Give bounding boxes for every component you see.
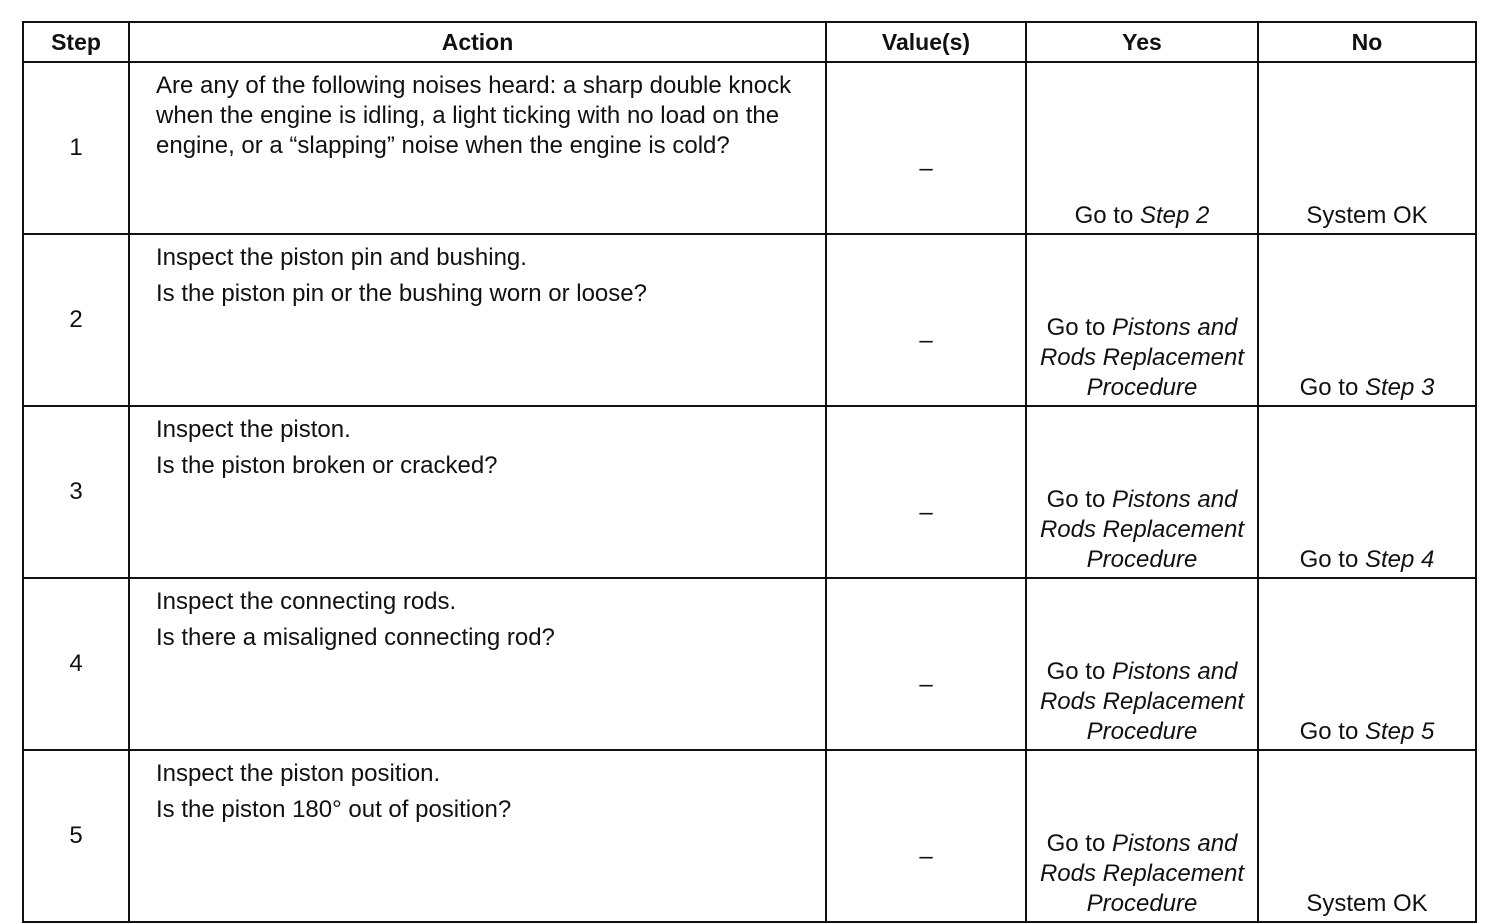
yes-cell [1026,750,1258,922]
value-cell: – [826,234,1026,406]
action-cell [129,234,826,406]
header-values: Value(s) [826,22,1026,62]
yes-prefix: Go to [1046,486,1112,513]
action-instruction: Inspect the piston position. [156,760,441,787]
action-instruction: Inspect the piston pin and bushing. [156,244,527,271]
yes-reference: Pistons and Rods Replacement Procedure [1039,658,1245,745]
no-cell [1258,234,1476,406]
yes-reference: Pistons and Rods Replacement Procedure [1039,830,1245,917]
action-cell [129,750,826,922]
action-cell [129,406,826,578]
yes-prefix: Go to [1046,658,1112,685]
step-number: 3 [23,406,129,578]
no-cell [1258,750,1476,922]
yes-cell [1026,234,1258,406]
header-no: No [1258,22,1476,62]
step-number: 1 [23,62,129,234]
action-question: Is the piston broken or cracked? [156,452,498,479]
yes-cell [1026,62,1258,234]
no-cell [1258,62,1476,234]
header-yes: Yes [1026,22,1258,62]
no-prefix: Go to [1299,718,1365,745]
no-prefix: System OK [1306,202,1428,229]
no-prefix: System OK [1306,890,1428,917]
no-cell [1258,406,1476,578]
table-row [23,578,1476,750]
yes-prefix: Go to [1046,830,1112,857]
step-number: 4 [23,578,129,750]
value-cell: – [826,406,1026,578]
action-question: Is there a misaligned connecting rod? [156,624,555,651]
step-number: 2 [23,234,129,406]
no-reference: Step 3 [1364,374,1435,401]
diagnostic-table [22,21,1477,923]
no-reference: Step 4 [1364,546,1435,573]
value-cell: – [826,578,1026,750]
table-row [23,750,1476,922]
no-prefix: Go to [1299,546,1365,573]
no-reference: Step 5 [1364,718,1435,745]
action-instruction: Inspect the piston. [156,416,351,443]
table-row [23,62,1476,234]
no-cell [1258,578,1476,750]
yes-reference: Pistons and Rods Replacement Procedure [1039,314,1245,401]
table-row [23,234,1476,406]
yes-reference: Step 2 [1139,202,1210,229]
yes-cell [1026,406,1258,578]
header-row [23,22,1476,62]
value-cell: – [826,62,1026,234]
header-step: Step [23,22,129,62]
action-line: Are any of the following noises heard: a sharp double knock when the engine is idling, a light ticking with no load on the engine, or a “slapping” noise when the engine is cold? [156,72,792,159]
yes-reference: Pistons and Rods Replacement Procedure [1039,486,1245,573]
action-cell [129,578,826,750]
action-cell [129,62,826,234]
step-number: 5 [23,750,129,922]
table-row [23,406,1476,578]
action-question: Is the piston 180° out of position? [156,796,512,823]
yes-cell [1026,578,1258,750]
action-question: Is the piston pin or the bushing worn or loose? [156,280,647,307]
yes-prefix: Go to [1046,314,1112,341]
value-cell: – [826,750,1026,922]
header-action: Action [129,22,826,62]
yes-prefix: Go to [1074,202,1140,229]
action-instruction: Inspect the connecting rods. [156,588,457,615]
no-prefix: Go to [1299,374,1365,401]
